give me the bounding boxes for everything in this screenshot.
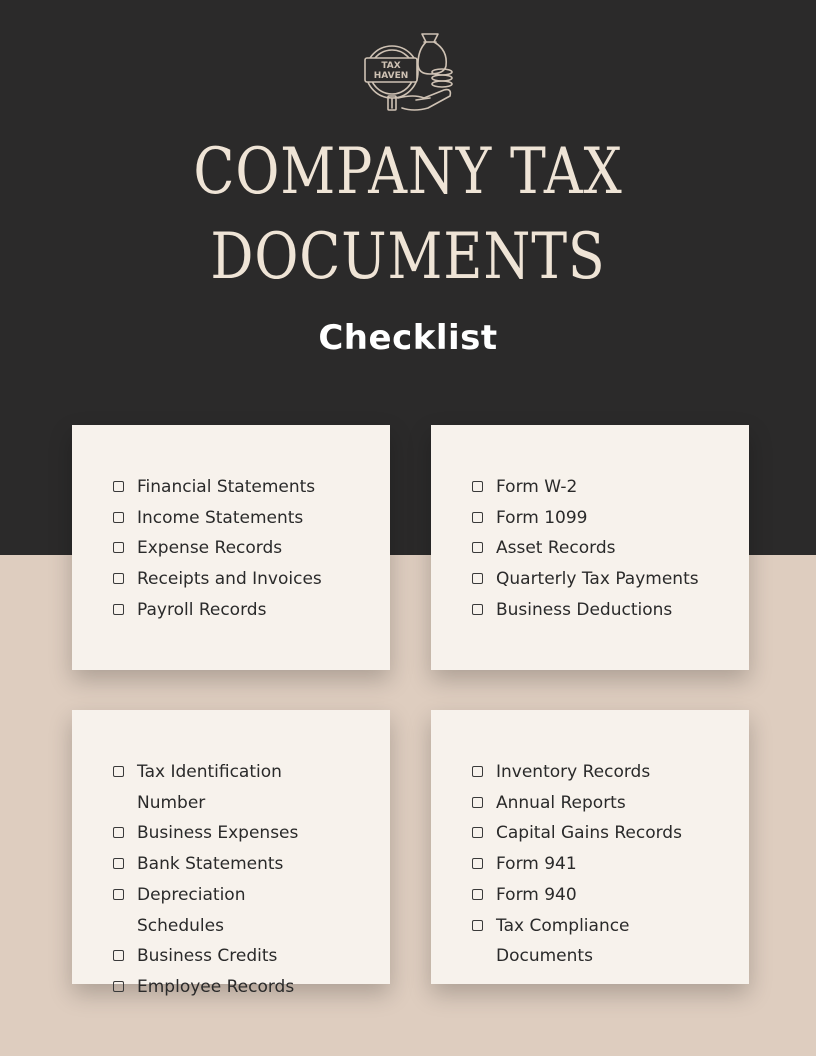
checkbox[interactable] xyxy=(472,766,483,777)
checklist-item xyxy=(472,757,692,788)
checklist-item-label: Income Statements xyxy=(137,507,304,528)
checklist-item xyxy=(113,941,333,972)
checkbox[interactable] xyxy=(472,604,483,615)
checkbox[interactable] xyxy=(472,858,483,869)
checklist-item-label: Expense Records xyxy=(137,538,283,559)
checklist-item-label: Employee Records xyxy=(137,976,295,997)
checklist-item-label: Tax Compliance Documents xyxy=(496,915,630,967)
checklist-item xyxy=(472,818,692,849)
checkbox[interactable] xyxy=(472,512,483,523)
checklist-item xyxy=(113,757,333,818)
checkbox[interactable] xyxy=(472,481,483,492)
checkbox[interactable] xyxy=(113,981,124,992)
checklist-card-3 xyxy=(72,710,390,997)
checkbox[interactable] xyxy=(113,512,124,523)
checklist-item-label: Inventory Records xyxy=(496,762,651,782)
page-subtitle: Checklist xyxy=(318,318,498,358)
page-title-line-2: DOCUMENTS xyxy=(210,220,606,294)
checklist xyxy=(113,757,333,1003)
checkbox[interactable] xyxy=(113,889,124,900)
checklist-item xyxy=(472,564,732,595)
svg-text:TAX: TAX xyxy=(381,61,401,71)
checklist-item xyxy=(113,849,333,880)
checklist-item-label: Depreciation Schedules xyxy=(137,884,246,936)
checklist-item xyxy=(113,472,373,503)
checklist-item-label: Form 941 xyxy=(496,854,577,875)
checklist xyxy=(113,472,373,626)
checkbox[interactable] xyxy=(113,481,124,492)
checklist-item-label: Payroll Records xyxy=(137,599,267,620)
checklist-item-label: Asset Records xyxy=(496,538,616,559)
checkbox[interactable] xyxy=(113,604,124,615)
checkbox[interactable] xyxy=(113,950,124,961)
tax-haven-logo-icon xyxy=(358,28,458,114)
checklist-item xyxy=(472,849,692,880)
checklist-item-label: Form 1099 xyxy=(496,507,588,528)
checklist-item xyxy=(472,595,732,626)
checklist-item xyxy=(113,972,333,1003)
checklist xyxy=(472,472,732,626)
checklist-item-label: Business Deductions xyxy=(496,599,673,620)
checkbox[interactable] xyxy=(472,889,483,900)
checkbox[interactable] xyxy=(113,858,124,869)
checklist-item-label: Form W-2 xyxy=(496,477,578,497)
checklist-item xyxy=(113,503,373,534)
page-title-line-1: COMPANY TAX xyxy=(193,135,623,209)
checklist-item-label: Quarterly Tax Payments xyxy=(496,569,699,590)
checklist-card-2 xyxy=(431,425,749,670)
checkbox[interactable] xyxy=(472,797,483,808)
checklist-item-label: Form 940 xyxy=(496,884,577,905)
checklist-item xyxy=(113,595,373,626)
checklist-item xyxy=(113,880,333,941)
checklist-item xyxy=(472,911,692,972)
checkbox[interactable] xyxy=(113,542,124,553)
checklist-item-label: Tax Identification Number xyxy=(137,762,282,813)
checklist-item-label: Business Credits xyxy=(137,946,278,967)
checklist-card-1 xyxy=(72,425,390,670)
checklist xyxy=(472,757,692,972)
checklist-item xyxy=(113,533,373,564)
checkbox[interactable] xyxy=(113,827,124,838)
checklist-item-label: Financial Statements xyxy=(137,477,316,497)
checklist-item xyxy=(113,564,373,595)
checklist-item xyxy=(472,503,732,534)
checkbox[interactable] xyxy=(113,766,124,777)
checkbox[interactable] xyxy=(472,920,483,931)
checkbox[interactable] xyxy=(472,573,483,584)
svg-text:HAVEN: HAVEN xyxy=(373,71,409,81)
checklist-card-4 xyxy=(431,710,749,984)
checklist-item-label: Business Expenses xyxy=(137,823,299,844)
checklist-item-label: Capital Gains Records xyxy=(496,823,682,844)
checklist-item-label: Receipts and Invoices xyxy=(137,569,322,590)
checklist-item-label: Annual Reports xyxy=(496,792,626,813)
checklist-item xyxy=(472,880,692,911)
checklist-item xyxy=(113,818,333,849)
checkbox[interactable] xyxy=(472,827,483,838)
checkbox[interactable] xyxy=(113,573,124,584)
checklist-item xyxy=(472,533,732,564)
checklist-item xyxy=(472,472,732,503)
checklist-item xyxy=(472,788,692,819)
checklist-item-label: Bank Statements xyxy=(137,854,284,875)
checkbox[interactable] xyxy=(472,542,483,553)
